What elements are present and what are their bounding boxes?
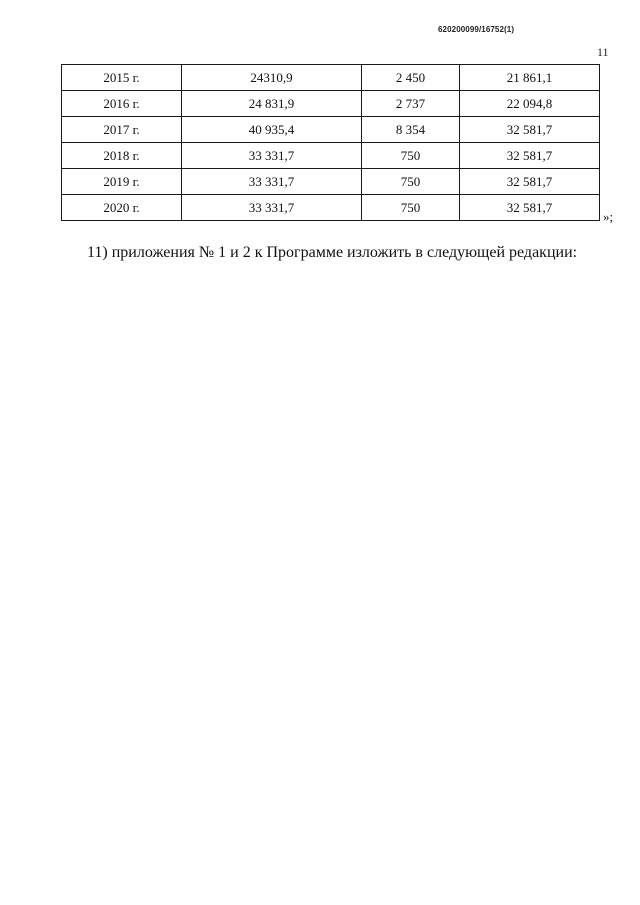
total-cell: 24310,9 — [182, 65, 362, 91]
table-row — [62, 65, 600, 91]
value-cell: 2 450 — [362, 65, 460, 91]
year-cell: 2016 г. — [62, 91, 182, 117]
page-number: 11 — [597, 45, 609, 59]
table-row — [62, 91, 600, 117]
document-code: 620200099/16752(1) — [438, 25, 515, 34]
year-cell: 2019 г. — [62, 169, 182, 195]
table-row — [62, 117, 600, 143]
closing-quote: »; — [603, 209, 614, 224]
value-cell: 8 354 — [362, 117, 460, 143]
year-cell: 2017 г. — [62, 117, 182, 143]
total-cell: 33 331,7 — [182, 169, 362, 195]
value-cell: 22 094,8 — [460, 91, 600, 117]
value-cell: 32 581,7 — [460, 169, 600, 195]
value-cell: 750 — [362, 195, 460, 221]
value-cell: 2 737 — [362, 91, 460, 117]
amendment-paragraph: 11) приложения № 1 и 2 к Программе изложить в следующей редакции: — [87, 244, 578, 261]
value-cell: 750 — [362, 143, 460, 169]
table-row — [62, 195, 600, 221]
value-cell: 32 581,7 — [460, 195, 600, 221]
year-cell: 2020 г. — [62, 195, 182, 221]
total-cell: 40 935,4 — [182, 117, 362, 143]
year-cell: 2018 г. — [62, 143, 182, 169]
table-row — [62, 143, 600, 169]
total-cell: 33 331,7 — [182, 195, 362, 221]
funding-table — [61, 64, 600, 221]
total-cell: 24 831,9 — [182, 91, 362, 117]
value-cell: 32 581,7 — [460, 143, 600, 169]
value-cell: 21 861,1 — [460, 65, 600, 91]
value-cell: 32 581,7 — [460, 117, 600, 143]
year-cell: 2015 г. — [62, 65, 182, 91]
total-cell: 33 331,7 — [182, 143, 362, 169]
value-cell: 750 — [362, 169, 460, 195]
table-row — [62, 169, 600, 195]
